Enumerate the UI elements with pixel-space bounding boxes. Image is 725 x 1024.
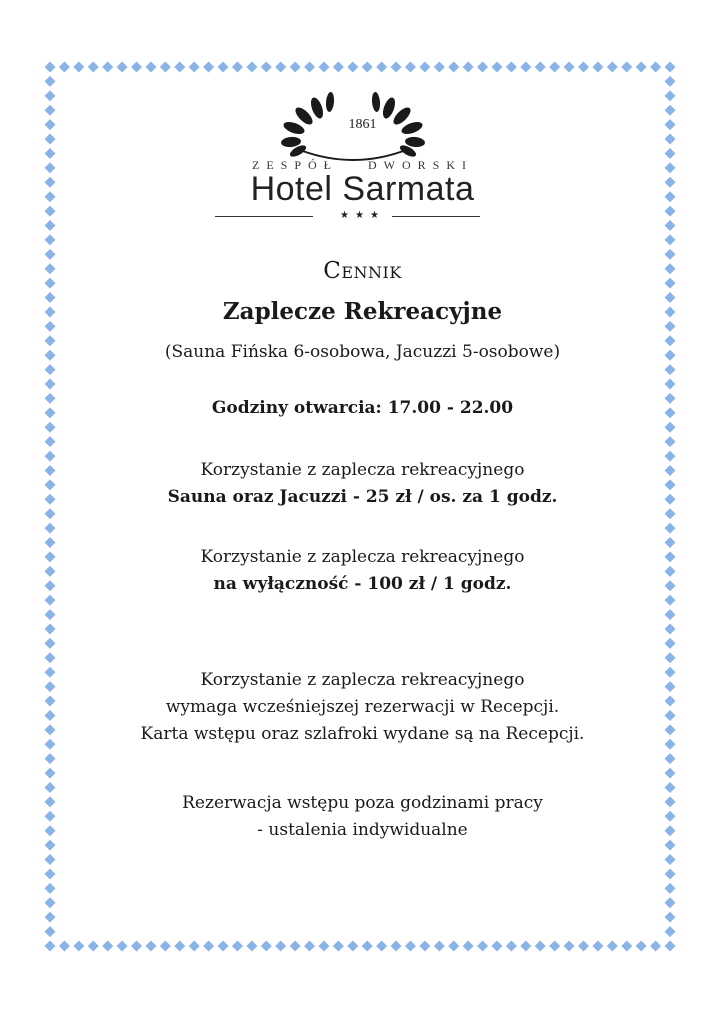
border-diamond <box>45 854 56 865</box>
info-line: wymaga wcześniejszej rezerwacji w Recepcji. <box>165 697 560 717</box>
logo-subtitle: ZESPÓŁ DWORSKI <box>251 158 473 172</box>
border-diamond <box>665 652 676 663</box>
border-diamond <box>117 941 128 952</box>
border-diamond <box>102 941 113 952</box>
border-diamond <box>665 753 676 764</box>
border-diamond <box>218 941 229 952</box>
logo-year: 1861 <box>348 117 377 132</box>
info-line: Korzystanie z zaplecza rekreacyjnego <box>200 670 525 690</box>
border-diamond <box>45 364 56 375</box>
border-diamond <box>45 768 56 779</box>
border-diamond <box>665 609 676 620</box>
border-diamond <box>45 436 56 447</box>
border-diamond <box>665 638 676 649</box>
border-diamond <box>45 379 56 390</box>
page-subtitle: Zaplecze Rekreacyjne <box>222 298 503 325</box>
border-diamond <box>45 609 56 620</box>
border-diamond <box>535 941 546 952</box>
reservation-info <box>40 667 685 748</box>
border-diamond <box>636 941 647 952</box>
border-diamond <box>45 941 56 952</box>
border-diamond <box>506 941 517 952</box>
border-diamond <box>45 897 56 908</box>
facility-note: (Sauna Fińska 6-osobowa, Jacuzzi 5-osobowe) <box>164 342 561 362</box>
border-diamond <box>665 379 676 390</box>
border-diamond <box>45 623 56 634</box>
border-diamond <box>59 941 70 952</box>
border-diamond <box>665 523 676 534</box>
border-diamond <box>189 941 200 952</box>
border-diamond <box>304 941 315 952</box>
border-diamond <box>665 941 676 952</box>
border-diamond <box>665 854 676 865</box>
border-diamond <box>203 941 214 952</box>
border-diamond <box>261 941 272 952</box>
border-diamond <box>665 897 676 908</box>
price-block-shared <box>40 457 685 511</box>
border-diamond <box>434 941 445 952</box>
border-diamond <box>45 753 56 764</box>
border-diamond <box>333 941 344 952</box>
border-diamond <box>592 941 603 952</box>
price-value: na wyłączność - 100 zł / 1 godz. <box>213 574 512 594</box>
price-value: Sauna oraz Jacuzzi - 25 zł / os. za 1 godz. <box>167 487 558 507</box>
opening-hours: Godziny otwarcia: 17.00 - 22.00 <box>211 398 514 418</box>
border-diamond <box>376 941 387 952</box>
border-diamond <box>463 941 474 952</box>
border-diamond <box>275 941 286 952</box>
after-hours-note <box>40 790 685 844</box>
border-diamond <box>391 941 402 952</box>
border-diamond <box>621 941 632 952</box>
border-diamond <box>665 868 676 879</box>
border-diamond <box>145 941 156 952</box>
border-diamond <box>405 941 416 952</box>
border-diamond <box>477 941 488 952</box>
border-diamond <box>45 912 56 923</box>
hotel-stars: ★★★ <box>340 210 385 221</box>
border-diamond <box>650 941 661 952</box>
border-diamond <box>665 926 676 937</box>
info-line: Karta wstępu oraz szlafroki wydane są na Recepcji. <box>140 724 585 744</box>
border-diamond <box>665 436 676 447</box>
price-label: Korzystanie z zaplecza rekreacyjnego <box>200 460 525 480</box>
border-diamond <box>45 868 56 879</box>
border-diamond <box>607 941 618 952</box>
hotel-name: Hotel Sarmata <box>250 170 475 208</box>
border-diamond <box>665 623 676 634</box>
price-block-exclusive <box>40 544 685 598</box>
hotel-logo <box>0 0 725 240</box>
border-diamond <box>520 941 531 952</box>
price-label: Korzystanie z zaplecza rekreacyjnego <box>200 547 525 567</box>
border-diamond <box>45 883 56 894</box>
after-hours-line: - ustalenia indywidualne <box>257 820 468 840</box>
border-diamond <box>318 941 329 952</box>
border-diamond <box>73 941 84 952</box>
border-diamond <box>578 941 589 952</box>
border-diamond <box>347 941 358 952</box>
border-diamond <box>665 364 676 375</box>
after-hours-line: Rezerwacja wstępu poza godzinami pracy <box>182 793 543 813</box>
border-diamond <box>246 941 257 952</box>
border-diamond <box>549 941 560 952</box>
border-diamond <box>45 926 56 937</box>
border-diamond <box>160 941 171 952</box>
border-diamond <box>665 883 676 894</box>
border-diamond <box>45 638 56 649</box>
border-diamond <box>232 941 243 952</box>
border-diamond <box>290 941 301 952</box>
border-diamond <box>665 912 676 923</box>
border-diamond <box>491 941 502 952</box>
border-diamond <box>45 523 56 534</box>
border-diamond <box>665 768 676 779</box>
border-diamond <box>362 941 373 952</box>
page-title: Cennik <box>323 258 402 284</box>
border-diamond <box>174 941 185 952</box>
border-diamond <box>45 422 56 433</box>
border-diamond <box>419 941 430 952</box>
border-diamond <box>88 941 99 952</box>
border-diamond <box>448 941 459 952</box>
border-diamond <box>564 941 575 952</box>
border-diamond <box>131 941 142 952</box>
border-diamond <box>45 652 56 663</box>
logo-divider-right <box>392 216 480 217</box>
border-diamond <box>665 422 676 433</box>
